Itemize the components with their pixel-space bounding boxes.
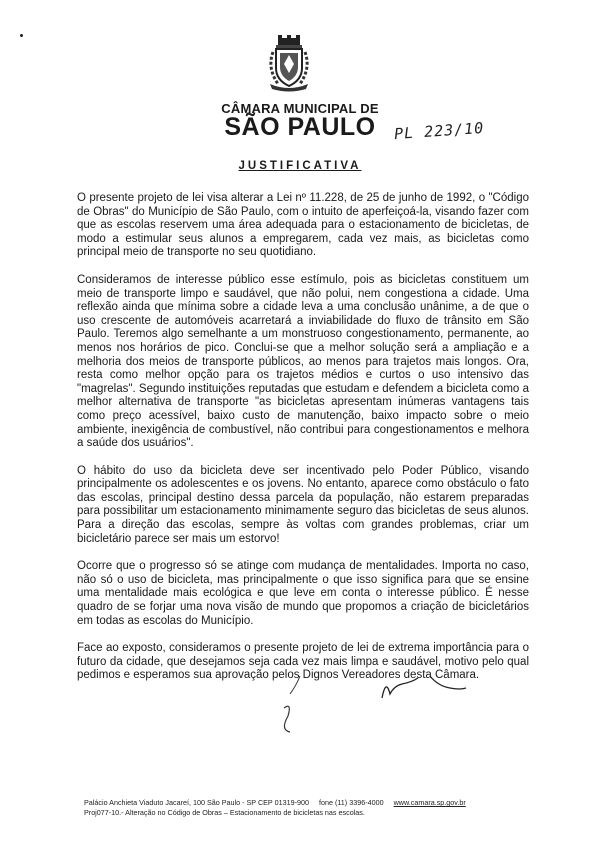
document-body: [77, 192, 529, 697]
paragraph: Face ao exposto, consideramos o presente projeto de lei de extrema importância para o futuro da cidade, que desejamos seja cada vez mais limpa e saudável, motivo pelo qual pedimos e esperamos sua aprovação pelos Dignos Vereadores desta Câmara.: [77, 642, 529, 682]
paragraph: Ocorre que o progresso só se atinge com mudança de mentalidades. Importa no caso, não só o uso de bicicleta, mas principalmente o que isso significa para que se ensine uma mentalidade mais ecológica e que leve em conta o interesse público. É nesse quadro de se forjar uma nova visão de mundo que propomos a criação de bicicletários em todas as escolas do Município.: [77, 560, 529, 627]
heading-text: JUSTIFICATIVA: [238, 160, 362, 172]
handwritten-signature: [270, 668, 490, 758]
handwritten-bill-number: PL 223/10: [393, 118, 485, 144]
footer-reference: Proj077-10.- Alteração no Código de Obras – Estacionamento de bicicletas nas escolas.: [84, 808, 365, 817]
footer-phone: fone (11) 3396-4000: [318, 798, 384, 807]
document-heading: [0, 160, 600, 172]
paragraph: O presente projeto de lei visa alterar a Lei nº 11.228, de 25 de junho de 1992, o "Código de Obras" do Município de São Paulo, com o intuito de aperfeiçoá-la, visando fazer com que as escolas reservem uma área adequada para o estacionamento de bicicletas, de modo a estimular seus alunos a empregarem, cada vez mais, as bicicletas como principal meio de transporte no seu quotidiano.: [77, 192, 529, 259]
paragraph: Consideramos de interesse público esse estímulo, pois as bicicletas constituem um meio de transporte limpo e saudável, que não polui, nem congestiona a cidade. Uma reflexão ainda que mínima sobre a cidade leva a uma conclusão unânime, a de que o uso crescente de automóveis acarretará a inviabilidade do fluxo de trânsito em São Paulo. Teremos algo semelhante a um monstruoso congestionamento, permanente, ao menos nos horários de pico. Conclui-se que a melhor solução será a ampliação e a melhoria dos meios de transporte públicos, ao menos para trajetos mais longos. Ora, resta como melhor opção para os trajetos médios e curtos o uso intensivo das "magrelas". Segundo instituições reputadas que estudam e defendem a bicicleta como a melhor alternativa de transporte "as bicicletas apresentam inúmeras vantagens tais como preço acessível, baixo custo de manutenção, baixo impacto sobre o meio ambiente, inexigência de combustível, não contribui para congestionamentos e melhora a saúde dos usuários".: [77, 273, 529, 450]
footer-address-line: [84, 798, 564, 807]
footer-address: Palácio Anchieta Viaduto Jacareí, 100 São Paulo - SP CEP 01319-900: [84, 798, 309, 807]
org-name-line1: CÂMARA MUNICIPAL DE: [221, 101, 379, 116]
scan-speck: [20, 34, 23, 37]
org-name-line2: SÃO PAULO: [224, 113, 376, 141]
paragraph: O hábito do uso da bicicleta deve ser incentivado pelo Poder Público, visando principalmente os adolescentes e os jovens. No entanto, aparece como obstáculo o fato das escolas, principal destino dessa parcela da população, não estarem preparadas para possibilitar um estacionamento minimamente seguro das bicicletas de seus alunos. Para a direção das escolas, sempre às voltas com grandes problemas, criar um bicicletário parece ser mais um estorvo!: [77, 464, 529, 545]
coat-of-arms-icon: [264, 34, 314, 92]
footer-website-link[interactable]: www.camara.sp.gov.br: [393, 798, 466, 807]
